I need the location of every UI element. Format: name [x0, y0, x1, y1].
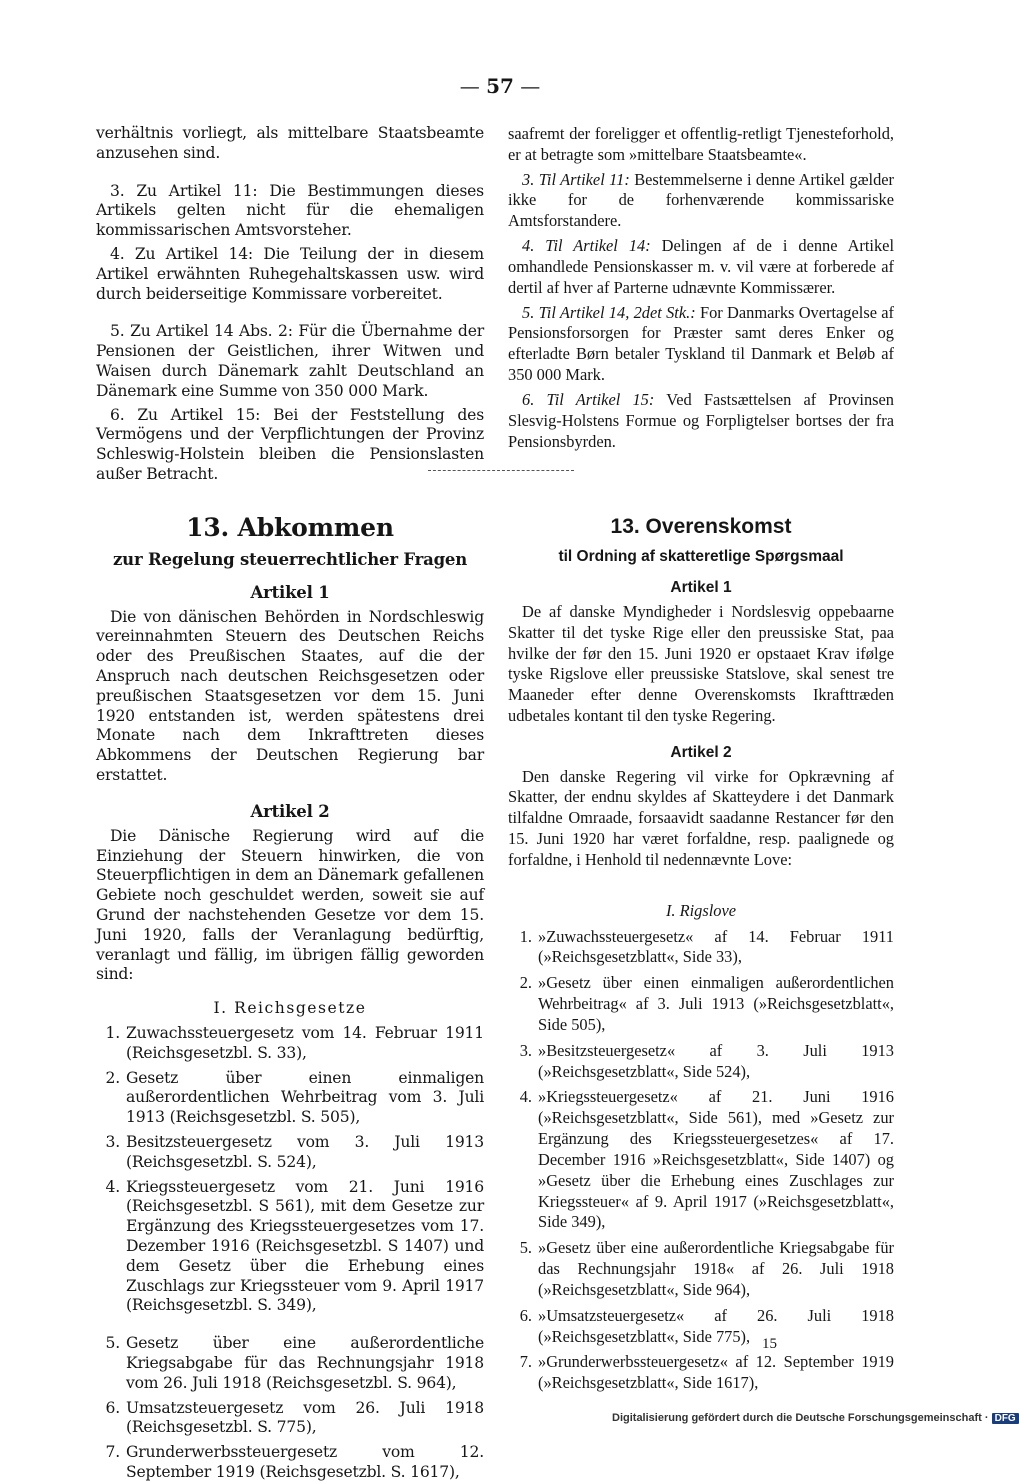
list-item: 3. Besitzsteuergesetz vom 3. Juli 1913 (Reichsgesetzbl. S. 524),: [105, 1132, 484, 1171]
digitisation-footer: [612, 1412, 1019, 1424]
danish-article-1-heading: Artikel 1: [670, 579, 732, 597]
german-law-list: [96, 1024, 484, 1483]
danish-law-list: [508, 927, 894, 1394]
danish-note-3: 3. Til Artikel 11: Bestemmelserne i denne Artikel gælder ikke for de forhenværende kommissariske Amtsforstandere.: [508, 169, 895, 231]
footer-page-number: 15: [762, 1336, 777, 1352]
list-item: 2. Gesetz über einen einmaligen außerordentlichen Wehrbeitrag vom 3. Juli 1913 (Reichsgesetzbl. S. 505),: [105, 1068, 484, 1127]
list-item: 7. Grunderwerbssteuergesetz vom 12. September 1919 (Reichsgesetzbl. S. 1617),: [105, 1443, 484, 1481]
list-item: 4. Kriegssteuergesetz vom 21. Juni 1916 (Reichsgesetzbl. S 561), mit dem Gesetze zur Ergänzung des Kriegssteuergesetzes vom 17. Dezember 1916 (Reichsgesetzbl. S 1407) und dem Gesetz über die Erhebung eines Zuschlags zur Kriegssteuer vom 9. April 1917 (Reichsgesetzbl. S. 349),: [105, 1177, 484, 1315]
danish-note-4: 4. Til Artikel 14: Delingen af de i denne Artikel omhandlede Pensionskasser m. v. vil være at forberede af dertil af hver af Parterne udnævnte Kommissærer.: [508, 236, 894, 297]
list-item: 1. »Zuwachssteuergesetz« af 14. Februar 1911 (»Reichsgesetzblatt«, Side 33),: [519, 926, 894, 967]
danish-article-2-heading: Artikel 2: [670, 743, 732, 761]
page-header: [430, 74, 570, 98]
list-item: 4. »Kriegssteuergesetz« af 21. Juni 1916 (»Reichsgesetzblatt«, Side 561), med »Gesetz zur Ergänzung des Kriegssteuergesetzes« af 17. December 1916 »Reichsgesetzblatt«, Side 1407) og »Gesetz über die Erhebung eines Zuschlages zur Kriegssteuer« af 9. April 1917 (»Reichsgesetzblatt«, Side 349),: [519, 1087, 894, 1232]
german-article-2-heading: Artikel 2: [250, 801, 330, 821]
german-article-1-text: Die von dänischen Behörden in Nordschleswig vereinnahmten Steuern des Deutschen Reichs oder des Preußischen Staates, auf die der Anspruch nach deutschen Reichsgesetzen oder preußischen Staatsgesetzen vor dem 15. Juni 1920 entstanden ist, werden spätestens drei Monate nach dem Inkrafttreten dieses Abkommens der Deutschen Regierung bar erstattet.: [96, 607, 484, 785]
german-note-3: 3. Zu Artikel 11: Die Bestimmungen dieses Artikels gelten nicht für die ehemaligen kommissarischen Amtsvorsteher.: [96, 181, 484, 240]
list-item: 6. Umsatzsteuergesetz vom 26. Juli 1918 (Reichsgesetzbl. S. 775),: [105, 1398, 484, 1437]
dash-left: —: [459, 74, 487, 98]
dfg-logo: DFG: [992, 1413, 1019, 1424]
german-agreement: [96, 512, 484, 1483]
page-number: 57: [486, 74, 514, 98]
digitisation-text: Digitalisierung gefördert durch die Deutsche Forschungsgemeinschaft: [612, 1412, 982, 1424]
list-item: 6. »Umsatzsteuergesetz« af 26. Juli 1918 (»Reichsgesetzblatt«, Side 775),: [519, 1305, 894, 1346]
german-note-5: 5. Zu Artikel 14 Abs. 2: Für die Übernahme der Pensionen der Geistlichen, ihrer Witwen und Waisen durch Dänemark zahlt Deutschland an Dänemark eine Summe von 350 000 Mark.: [96, 322, 484, 400]
german-column: [96, 124, 484, 485]
list-item: 3. »Besitzsteuergesetz« af 3. Juli 1913 (»Reichsgesetzblatt«, Side 524),: [519, 1040, 894, 1081]
dash-right: —: [513, 74, 541, 98]
list-item: 1. Zuwachssteuergesetz vom 14. Februar 1911 (Reichsgesetzbl. S. 33),: [105, 1023, 484, 1062]
danish-agreement: [508, 514, 894, 1394]
danish-subtitle: til Ordning af skatteretlige Spørgsmaal: [558, 547, 844, 565]
danish-continuation: saafremt der foreligger et offentlig-retligt Tjenesteforhold, er at betragte som »mittelbare Staatsbeamte«.: [508, 124, 894, 164]
german-section-heading: I. Reichsgesetze: [213, 999, 367, 1018]
danish-title: 13. Overenskomst: [610, 515, 792, 538]
list-item: 5. Gesetz über eine außerordentliche Kriegsabgabe für das Rechnungsjahr 1918 vom 26. Juli 1918 (Reichsgesetzbl. S. 964),: [105, 1334, 484, 1392]
german-article-2-text: Die Dänische Regierung wird auf die Einziehung der Steuern hinwirken, die von Steuerpflichtigen in dem an Dänemark gefallenen Gebiete noch geschuldet werden, soweit sie auf Grund der nachstehenden Gesetze vor dem 15. Juni 1920, falls der Veranlagung bedürftig, veranlagt und fällig, im übrigen fällig geworden sind:: [96, 826, 484, 984]
german-subtitle: zur Regelung steuerrechtlicher Fragen: [113, 549, 467, 569]
list-item: 7. »Grunderwerbssteuergesetz« af 12. September 1919 (»Reichsgesetzblatt«, Side 1617),: [519, 1352, 894, 1393]
danish-note-5: 5. Til Artikel 14, 2det Stk.: For Danmarks Overtagelse af Pensionsforsorgen for Præster samt deres Enker og efterladte Børn betaler Tyskland til Danmark et Beløb af 350 000 Mark.: [508, 302, 895, 385]
german-continuation: verhältnis vorliegt, als mittelbare Staatsbeamte anzusehen sind.: [96, 124, 484, 162]
german-article-1-heading: Artikel 1: [250, 582, 330, 602]
danish-note-6: 6. Til Artikel 15: Ved Fastsættelsen af Provinsen Slesvig-Holstens Formue og Forpligtelser bortses der fra Pensionsbyrden.: [508, 389, 894, 451]
list-item: 2. »Gesetz über einen einmaligen außerordentlichen Wehrbeitrag« af 3. Juli 1913 (»Reichsgesetzblatt«, Side 505),: [519, 973, 894, 1034]
danish-section-heading: I. Rigslove: [665, 900, 737, 920]
german-title: 13. Abkommen: [186, 513, 394, 542]
german-note-4: 4. Zu Artikel 14: Die Teilung der in diesem Artikel erwähnten Ruhegehaltskassen usw. wird durch beiderseitige Kommissare vorbereitet.: [96, 244, 484, 303]
german-note-6: 6. Zu Artikel 15: Bei der Feststellung des Vermögens und der Verpflichtungen der Provinz Schleswig-Holstein bleiben die Pensionslasten außer Betracht.: [96, 405, 484, 483]
list-item: 5. »Gesetz über eine außerordentliche Kriegsabgabe für das Rechnungsjahr 1918« af 26. Juli 1918 (»Reichsgesetzblatt«, Side 964),: [519, 1238, 894, 1299]
danish-column: [508, 124, 894, 452]
section-divider: [428, 470, 574, 471]
separator: ·: [984, 1412, 992, 1424]
danish-article-2-text: Den danske Regering vil virke for Opkrævning af Skatter, der endnu skyldes af Skatteydere i det Danmark tilfaldne Omraade, forsaavidt saadanne Restancer før den 15. Juni 1920 har været forfaldne, resp. paalignede og forfaldne, i Henhold til nedennævnte Love:: [508, 766, 894, 869]
danish-article-1-text: De af danske Myndigheder i Nordslesvig oppebaarne Skatter til det tyske Rige eller den preussiske Stat, paa hvilke der før den 15. Juni 1920 er opstaaet Krav ifølge tyske Rigslove eller preussiske Statslove, skal senest tre Maaneder efter denne Overenskomsts Ikrafttræden udbetales kontant til den tyske Regering.: [508, 602, 894, 726]
